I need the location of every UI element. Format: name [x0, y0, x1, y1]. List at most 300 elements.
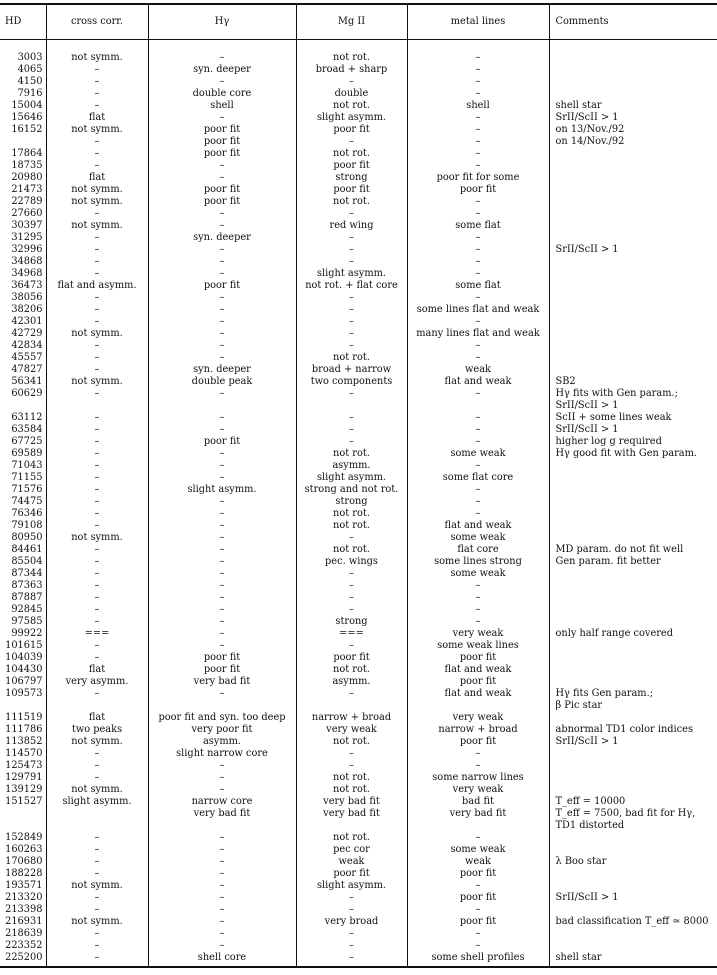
- cell-line: poor fit: [333, 184, 370, 195]
- h-gamma-cell: [148, 376, 296, 388]
- metal-lines-cell: [407, 952, 549, 967]
- cell-line: –: [349, 592, 354, 603]
- cell-line: [556, 928, 717, 940]
- cell-line: –: [349, 532, 354, 543]
- h-gamma-cell: [148, 508, 296, 520]
- hd-number-cell: 15646: [11, 112, 43, 123]
- comment-cell: [549, 940, 717, 952]
- comment-cell: [549, 148, 717, 160]
- metal-lines-cell: [407, 772, 549, 784]
- cell-line: –: [94, 268, 100, 279]
- cell-line: –: [219, 304, 225, 315]
- cell-line: [47, 820, 148, 832]
- h-gamma-cell: [148, 352, 296, 364]
- table-row: [0, 580, 717, 592]
- cell-line: very weak: [452, 712, 504, 723]
- h-gamma-cell: [148, 652, 296, 664]
- cell-line: poor fit: [459, 736, 497, 747]
- hd-number-cell: 63112: [11, 412, 43, 423]
- hd-number-cell: 71043: [11, 460, 43, 471]
- cell-line: –: [94, 364, 100, 375]
- cell-line: –: [475, 64, 481, 75]
- mg-ii-cell: [296, 436, 407, 448]
- metal-lines-cell: [407, 748, 549, 760]
- cell-line: [149, 400, 296, 412]
- cell-line: –: [349, 244, 354, 255]
- hd-number-cell: 109573: [5, 688, 43, 699]
- cross-corr-cell: [46, 844, 148, 856]
- mg-ii-cell: [296, 736, 407, 748]
- cross-corr-cell: [46, 568, 148, 580]
- comment-cell: [549, 772, 717, 784]
- cell-line: higher log g required: [555, 436, 662, 447]
- cross-corr-cell: [46, 124, 148, 148]
- metal-lines-cell: [407, 712, 549, 724]
- comment-cell: [549, 100, 717, 112]
- mg-ii-cell: [296, 676, 407, 688]
- table-row: [0, 604, 717, 616]
- cell-line: –: [475, 604, 481, 615]
- cell-line: –: [94, 484, 100, 495]
- cell-line: –: [349, 640, 354, 651]
- metal-lines-cell: [407, 196, 549, 208]
- cell-line: –: [219, 592, 225, 603]
- cell-line: poor fit: [203, 196, 241, 207]
- cell-line: –: [94, 568, 100, 579]
- metal-lines-cell: [407, 448, 549, 460]
- cell-line: poor fit: [203, 652, 241, 663]
- table-row: [0, 736, 717, 748]
- table-row: [0, 532, 717, 544]
- cell-line: –: [219, 628, 225, 639]
- cell-line: –: [219, 568, 225, 579]
- metal-lines-cell: [407, 496, 549, 508]
- cell-line: some flat: [455, 220, 501, 231]
- cell-line: [556, 640, 717, 652]
- metal-lines-cell: [407, 508, 549, 520]
- mg-ii-cell: [296, 232, 407, 244]
- cross-corr-cell: [46, 388, 148, 412]
- cross-corr-cell: [46, 256, 148, 268]
- comment-cell: [549, 604, 717, 616]
- h-gamma-cell: [148, 688, 296, 712]
- h-gamma-cell: [148, 124, 296, 148]
- header-metal-lines: metal lines: [407, 4, 549, 40]
- hd-number-cell: 21473: [11, 184, 43, 195]
- cell-line: –: [475, 232, 481, 243]
- metal-lines-cell: [407, 760, 549, 772]
- metal-lines-cell: [407, 376, 549, 388]
- cell-line: not symm.: [71, 532, 123, 543]
- cell-line: double: [334, 88, 369, 99]
- cell-line: –: [219, 208, 225, 219]
- mg-ii-cell: [296, 556, 407, 568]
- mg-ii-cell: [296, 928, 407, 940]
- cell-line: [556, 532, 717, 544]
- cross-corr-cell: [46, 316, 148, 328]
- table-row: [0, 268, 717, 280]
- hd-number-cell: 34868: [11, 256, 43, 267]
- mg-ii-cell: [296, 580, 407, 592]
- table-row: [0, 556, 717, 568]
- cell-line: not rot.: [333, 352, 370, 363]
- cell-line: –: [219, 292, 225, 303]
- comment-cell: [549, 712, 717, 724]
- cell-line: –: [349, 568, 354, 579]
- mg-ii-cell: [296, 688, 407, 712]
- cell-line: –: [475, 460, 481, 471]
- mg-ii-cell: [296, 508, 407, 520]
- cell-line: two components: [310, 376, 393, 387]
- table-row: [0, 904, 717, 916]
- cell-line: –: [219, 892, 225, 903]
- hd-number-cell: 129791: [5, 772, 43, 783]
- comment-cell: [549, 88, 717, 100]
- metal-lines-cell: [407, 532, 549, 544]
- h-gamma-cell: [148, 280, 296, 292]
- comment-cell: [549, 448, 717, 460]
- cell-line: [556, 868, 717, 880]
- cell-line: –: [349, 304, 354, 315]
- hd-number-cell: 99922: [11, 628, 43, 639]
- mg-ii-cell: [296, 268, 407, 280]
- cell-line: ===: [84, 628, 110, 639]
- h-gamma-cell: [148, 640, 296, 652]
- mg-ii-cell: [296, 316, 407, 328]
- hd-number-cell: 63584: [11, 424, 43, 435]
- h-gamma-cell: [148, 748, 296, 760]
- cell-line: –: [219, 76, 225, 87]
- cell-line: [556, 148, 717, 160]
- h-gamma-cell: [148, 724, 296, 736]
- cell-line: –: [94, 940, 100, 951]
- cell-line: T_eff = 7500, bad fit for Hγ,: [555, 808, 696, 819]
- cell-line: –: [94, 64, 100, 75]
- h-gamma-cell: [148, 460, 296, 472]
- comment-cell: [549, 208, 717, 220]
- cell-line: poor fit: [203, 148, 241, 159]
- hd-number-cell: 84461: [11, 544, 43, 555]
- table-row: [0, 784, 717, 796]
- hd-number-cell: 17864: [11, 148, 43, 159]
- cell-line: ===: [339, 628, 364, 639]
- comment-cell: [549, 892, 717, 904]
- cell-line: –: [219, 340, 225, 351]
- comment-cell: [549, 172, 717, 184]
- spacer-cell: [549, 40, 717, 53]
- cell-line: –: [94, 544, 100, 555]
- cell-line: not symm.: [71, 376, 123, 387]
- mg-ii-cell: [296, 844, 407, 856]
- cross-corr-cell: [46, 640, 148, 652]
- cell-line: very bad fit: [323, 808, 380, 819]
- cell-line: –: [219, 472, 225, 483]
- cell-line: abnormal TD1 color indices: [555, 724, 693, 735]
- cell-line: poor fit for some: [436, 172, 520, 183]
- cell-line: not rot.: [333, 448, 370, 459]
- cell-line: very poor fit: [191, 724, 253, 735]
- spacer-cell: [46, 40, 148, 53]
- cell-line: –: [475, 940, 481, 951]
- cell-line: –: [349, 208, 354, 219]
- h-gamma-cell: [148, 424, 296, 436]
- table-row: [0, 256, 717, 268]
- cross-corr-cell: [46, 664, 148, 676]
- table-row: [0, 388, 717, 412]
- table-row: [0, 316, 717, 328]
- mg-ii-cell: [296, 76, 407, 88]
- metal-lines-cell: [407, 112, 549, 124]
- cross-corr-cell: [46, 412, 148, 424]
- cell-line: –: [94, 604, 100, 615]
- metal-lines-cell: [407, 220, 549, 232]
- cell-line: –: [349, 928, 354, 939]
- table-row: [0, 460, 717, 472]
- cell-line: poor fit: [459, 676, 497, 687]
- cell-line: –: [475, 352, 481, 363]
- cell-line: –: [94, 292, 100, 303]
- cross-corr-cell: [46, 112, 148, 124]
- metal-lines-cell: [407, 412, 549, 424]
- hd-number-cell: 76346: [11, 508, 43, 519]
- cell-line: SrII/ScII > 1: [555, 736, 619, 747]
- cell-line: –: [475, 256, 481, 267]
- cell-line: [408, 400, 549, 412]
- cell-line: –: [475, 244, 481, 255]
- h-gamma-cell: [148, 736, 296, 748]
- mg-ii-cell: [296, 460, 407, 472]
- mg-ii-cell: [296, 796, 407, 832]
- table-row: [0, 496, 717, 508]
- cell-line: broad + sharp: [315, 64, 388, 75]
- mg-ii-cell: [296, 412, 407, 424]
- cell-line: –: [219, 316, 225, 327]
- cell-line: [556, 304, 717, 316]
- table-row: [0, 832, 717, 844]
- cell-line: –: [219, 328, 225, 339]
- cell-line: –: [475, 436, 481, 447]
- cell-line: –: [219, 448, 225, 459]
- cell-line: slight asymm.: [316, 112, 387, 123]
- cell-line: SrII/ScII > 1: [555, 112, 619, 123]
- mg-ii-cell: [296, 112, 407, 124]
- cross-corr-cell: [46, 376, 148, 388]
- h-gamma-cell: [148, 916, 296, 928]
- cell-line: –: [475, 412, 481, 423]
- cell-line: –: [475, 76, 481, 87]
- cell-line: flat: [88, 664, 106, 675]
- comment-cell: [549, 256, 717, 268]
- cell-line: slight asymm.: [316, 472, 387, 483]
- comment-cell: [549, 220, 717, 232]
- table-header: [0, 4, 717, 40]
- hd-number-cell: 79108: [11, 520, 43, 531]
- cell-line: –: [94, 748, 100, 759]
- cross-corr-cell: [46, 544, 148, 556]
- cell-line: [556, 52, 717, 64]
- cell-line: not rot.: [333, 196, 370, 207]
- metal-lines-cell: [407, 568, 549, 580]
- hd-number-cell: 87887: [11, 592, 43, 603]
- header-comments: Comments: [549, 4, 717, 40]
- cell-line: –: [475, 880, 481, 891]
- cell-line: Hγ good fit with Gen param.: [555, 448, 698, 459]
- cell-line: shell star: [555, 952, 602, 963]
- cell-line: flat and weak: [444, 688, 512, 699]
- hd-number-cell: 4065: [17, 64, 43, 75]
- cell-line: flat core: [457, 544, 499, 555]
- table-row: [0, 664, 717, 676]
- comment-cell: [549, 304, 717, 316]
- cell-line: –: [475, 616, 481, 627]
- metal-lines-cell: [407, 244, 549, 256]
- metal-lines-cell: [407, 460, 549, 472]
- cell-line: –: [475, 148, 481, 159]
- comment-cell: [549, 112, 717, 124]
- comment-cell: [549, 628, 717, 640]
- h-gamma-cell: [148, 160, 296, 172]
- cell-line: [556, 196, 717, 208]
- cell-line: [297, 400, 407, 412]
- cell-line: strong: [335, 616, 368, 627]
- cell-line: –: [349, 340, 354, 351]
- cell-line: not symm.: [71, 736, 123, 747]
- cell-line: –: [219, 352, 225, 363]
- cell-line: [149, 700, 296, 712]
- table-row: [0, 940, 717, 952]
- metal-lines-cell: [407, 544, 549, 556]
- cell-line: [47, 400, 148, 412]
- cell-line: narrow core: [191, 796, 253, 807]
- comment-cell: [549, 328, 717, 340]
- cell-line: [556, 616, 717, 628]
- comment-cell: [549, 688, 717, 712]
- cell-line: –: [219, 940, 225, 951]
- cell-line: –: [349, 316, 354, 327]
- table-row: [0, 304, 717, 316]
- cell-line: broad + narrow: [311, 364, 392, 375]
- h-gamma-cell: [148, 604, 296, 616]
- table-row: [0, 676, 717, 688]
- h-gamma-cell: [148, 256, 296, 268]
- metal-lines-cell: [407, 916, 549, 928]
- h-gamma-cell: [148, 928, 296, 940]
- cell-line: [556, 664, 717, 676]
- table-row: [0, 232, 717, 244]
- cell-line: some narrow lines: [432, 772, 524, 783]
- hd-number-cell: 111519: [5, 712, 43, 723]
- h-gamma-cell: [148, 796, 296, 832]
- h-gamma-cell: [148, 316, 296, 328]
- cell-line: –: [94, 844, 100, 855]
- cell-line: not symm.: [71, 784, 123, 795]
- cell-line: some lines strong: [434, 556, 522, 567]
- cell-line: very weak: [452, 628, 504, 639]
- cell-line: pec. wings: [325, 556, 378, 567]
- cell-line: [556, 496, 717, 508]
- comment-cell: [549, 412, 717, 424]
- cell-line: double peak: [191, 376, 253, 387]
- cell-line: asymm.: [332, 460, 371, 471]
- h-gamma-cell: [148, 232, 296, 244]
- cell-line: –: [94, 100, 100, 111]
- mg-ii-cell: [296, 424, 407, 436]
- cross-corr-cell: [46, 916, 148, 928]
- cell-line: –: [349, 892, 354, 903]
- metal-lines-cell: [407, 556, 549, 568]
- table-row: [0, 688, 717, 712]
- hd-number-cell: 193571: [5, 880, 43, 891]
- cell-line: –: [219, 460, 225, 471]
- h-gamma-cell: [148, 952, 296, 967]
- cell-line: –: [219, 760, 225, 771]
- table-row: [0, 52, 717, 64]
- table-row: [0, 328, 717, 340]
- cell-line: [556, 208, 717, 220]
- cell-line: [556, 748, 717, 760]
- cell-line: very bad fit: [323, 796, 380, 807]
- comment-cell: [549, 484, 717, 496]
- spacer-row: [0, 40, 717, 53]
- table-row: [0, 748, 717, 760]
- table-row: [0, 292, 717, 304]
- cell-line: –: [475, 268, 481, 279]
- comment-cell: [549, 568, 717, 580]
- table-row: [0, 616, 717, 628]
- h-gamma-cell: [148, 532, 296, 544]
- cross-corr-cell: [46, 160, 148, 172]
- table-row: [0, 544, 717, 556]
- cross-corr-cell: [46, 448, 148, 460]
- metal-lines-cell: [407, 592, 549, 604]
- comment-cell: [549, 76, 717, 88]
- hd-number-cell: 56341: [11, 376, 43, 387]
- cell-line: poor fit and syn. too deep: [158, 712, 286, 723]
- hd-number-cell: 218639: [5, 928, 43, 939]
- cell-line: –: [94, 424, 100, 435]
- cell-line: some weak lines: [437, 640, 519, 651]
- h-gamma-cell: [148, 520, 296, 532]
- mg-ii-cell: [296, 160, 407, 172]
- mg-ii-cell: [296, 88, 407, 100]
- cell-line: –: [219, 172, 225, 183]
- cell-line: [556, 232, 717, 244]
- metal-lines-cell: [407, 676, 549, 688]
- cross-corr-cell: [46, 748, 148, 760]
- comment-cell: [549, 640, 717, 652]
- cross-corr-cell: [46, 736, 148, 748]
- mg-ii-cell: [296, 904, 407, 916]
- mg-ii-cell: [296, 832, 407, 844]
- table-row: [0, 856, 717, 868]
- cell-line: shell core: [197, 952, 247, 963]
- metal-lines-cell: [407, 868, 549, 880]
- metal-lines-cell: [407, 472, 549, 484]
- spacer-cell: [148, 40, 296, 53]
- hd-number-cell: 71155: [11, 472, 43, 483]
- cell-line: shell: [466, 100, 490, 111]
- h-gamma-cell: [148, 664, 296, 676]
- mg-ii-cell: [296, 172, 407, 184]
- cell-line: –: [219, 616, 225, 627]
- observations-table: [0, 3, 717, 968]
- hd-number-cell: 101615: [5, 640, 43, 651]
- table-row: [0, 760, 717, 772]
- h-gamma-cell: [148, 328, 296, 340]
- cell-line: –: [219, 520, 225, 531]
- cell-line: –: [475, 88, 481, 99]
- cell-line: –: [349, 580, 354, 591]
